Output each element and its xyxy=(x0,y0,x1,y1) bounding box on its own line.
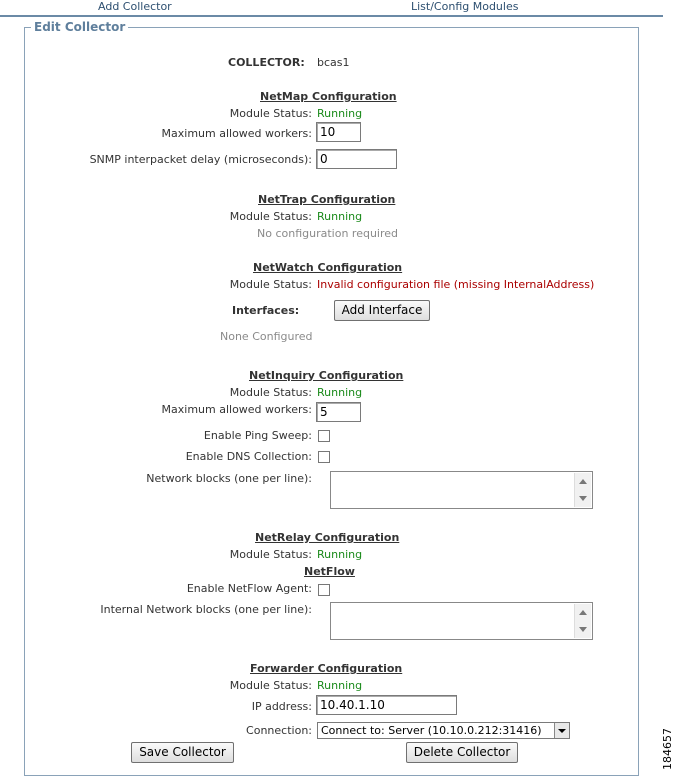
connection-select[interactable] xyxy=(317,722,570,739)
collector-label: COLLECTOR: xyxy=(228,56,305,69)
dns-collection-checkbox[interactable] xyxy=(318,451,330,463)
nettrap-heading: NetTrap Configuration xyxy=(258,193,396,206)
snmp-delay-label: SNMP interpacket delay (microseconds): xyxy=(89,153,312,166)
netflow-agent-label: Enable NetFlow Agent: xyxy=(186,582,312,595)
dns-collection-label: Enable DNS Collection: xyxy=(185,450,312,463)
netinquiry-max-workers-label: Maximum allowed workers: xyxy=(161,403,312,416)
snmp-delay-input[interactable]: 0 xyxy=(316,149,397,169)
nettrap-status-value: Running xyxy=(317,210,363,223)
tab-add-collector[interactable]: Add Collector xyxy=(98,0,172,13)
connection-label: Connection: xyxy=(246,724,312,737)
forwarder-heading: Forwarder Configuration xyxy=(250,662,403,675)
netrelay-status-label: Module Status: xyxy=(229,548,312,561)
fieldset-legend: Edit Collector xyxy=(31,20,128,34)
network-blocks-scrollbar[interactable] xyxy=(574,473,591,507)
netrelay-heading: NetRelay Configuration xyxy=(255,531,400,544)
ping-sweep-checkbox[interactable] xyxy=(318,430,330,442)
network-blocks-textarea[interactable] xyxy=(330,471,593,509)
nettrap-note: No configuration required xyxy=(257,227,399,240)
internal-blocks-label: Internal Network blocks (one per line): xyxy=(100,603,312,616)
delete-collector-button[interactable]: Delete Collector xyxy=(406,742,518,763)
scroll-down-icon[interactable] xyxy=(579,627,587,632)
internal-blocks-textarea[interactable] xyxy=(330,602,593,640)
add-interface-button[interactable]: Add Interface xyxy=(334,300,430,321)
tab-divider xyxy=(0,15,663,17)
netrelay-status-value: Running xyxy=(317,548,363,561)
interfaces-label: Interfaces: xyxy=(232,304,300,317)
figure-id: 184657 xyxy=(661,728,674,770)
netinquiry-status-value: Running xyxy=(317,386,363,399)
scroll-up-icon[interactable] xyxy=(579,479,587,484)
netinquiry-status-label: Module Status: xyxy=(229,386,312,399)
collector-name: bcas1 xyxy=(317,56,350,69)
scroll-down-icon[interactable] xyxy=(579,496,587,501)
forwarder-status-label: Module Status: xyxy=(229,679,312,692)
internal-blocks-scrollbar[interactable] xyxy=(574,604,591,638)
netinquiry-max-workers-input[interactable]: 5 xyxy=(316,402,361,422)
netwatch-heading: NetWatch Configuration xyxy=(253,261,403,274)
netmap-heading: NetMap Configuration xyxy=(260,90,397,103)
connection-select-value: Connect to: Server (10.10.0.212:31416) xyxy=(321,724,542,737)
netflow-agent-checkbox[interactable] xyxy=(318,584,330,596)
netmap-status-label: Module Status: xyxy=(229,107,312,120)
nettrap-status-label: Module Status: xyxy=(229,210,312,223)
tab-list-config-modules[interactable]: List/Config Modules xyxy=(411,0,519,13)
save-collector-button[interactable]: Save Collector xyxy=(131,742,234,763)
ip-address-label: IP address: xyxy=(251,700,312,713)
netinquiry-heading: NetInquiry Configuration xyxy=(249,369,404,382)
interfaces-none-configured: None Configured xyxy=(220,330,313,343)
netmap-max-workers-label: Maximum allowed workers: xyxy=(161,127,312,140)
netwatch-status-label: Module Status: xyxy=(229,278,312,291)
chevron-down-icon[interactable] xyxy=(554,723,569,738)
netmap-status-value: Running xyxy=(317,107,363,120)
ping-sweep-label: Enable Ping Sweep: xyxy=(203,429,312,442)
network-blocks-label: Network blocks (one per line): xyxy=(146,472,312,485)
forwarder-status-value: Running xyxy=(317,679,363,692)
netmap-max-workers-input[interactable]: 10 xyxy=(316,122,361,142)
netflow-heading: NetFlow xyxy=(304,565,355,578)
scroll-up-icon[interactable] xyxy=(579,610,587,615)
ip-address-input[interactable]: 10.40.1.10 xyxy=(316,695,457,715)
netwatch-status-value: Invalid configuration file (missing InternalAddress) xyxy=(317,278,595,291)
